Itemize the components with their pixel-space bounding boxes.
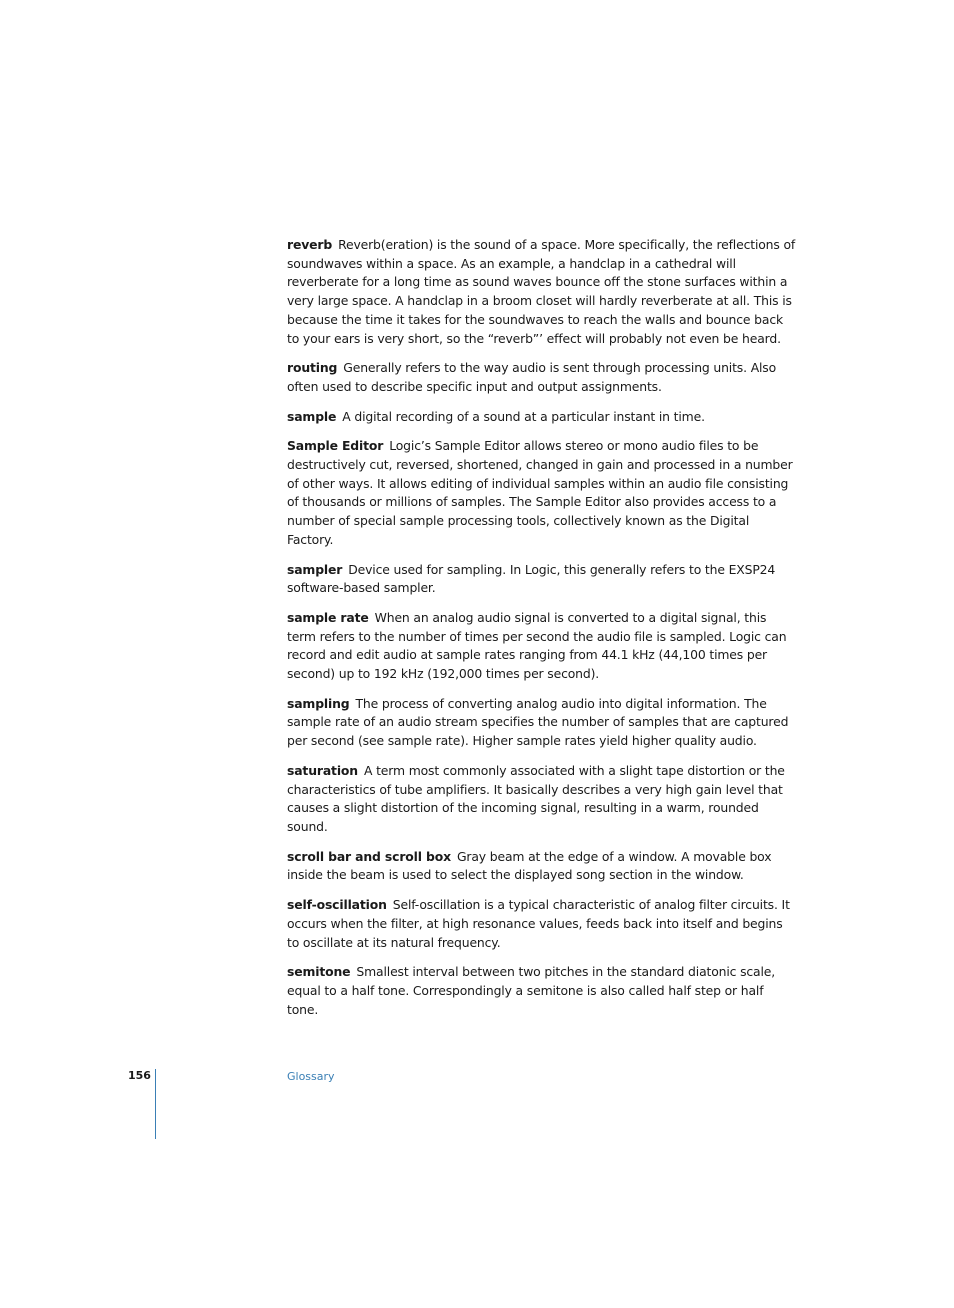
- glossary-term: saturation: [287, 762, 358, 778]
- glossary-term: reverb: [287, 237, 333, 252]
- page-number: 156: [128, 1069, 151, 1082]
- footer-section-label: Glossary: [287, 1070, 335, 1083]
- glossary-definition: Self-oscillation is a typical characteristic of analog filter circuits. It occurs when the filter, at high resonance values, feeds back into itself and begins to oscillate at its natural frequency.: [287, 897, 790, 950]
- glossary-definition: A digital recording of a sound at a particular instant in time.: [342, 408, 705, 424]
- glossary-term: semitone: [287, 964, 351, 980]
- glossary-term: sampling: [287, 695, 350, 711]
- glossary-content: [287, 236, 797, 1030]
- glossary-entry-sampling: [287, 695, 797, 751]
- glossary-term: sample: [287, 408, 337, 424]
- glossary-definition: Generally refers to the way audio is sent through processing units. Also often used to describe specific input and output assignments.: [287, 360, 777, 394]
- glossary-entry-reverb: [287, 236, 797, 348]
- glossary-term: routing: [287, 360, 338, 376]
- glossary-definition: A term most commonly associated with a slight tape distortion or the characteristics of tube amplifiers. It basically describes a very high gain level that causes a slight distortion of the incoming signal, resulting in a warm, rounded sound.: [287, 762, 785, 834]
- glossary-definition: Logic’s Sample Editor allows stereo or mono audio files to be destructively cut, reversed, shortened, changed in gain and processed in a number of other ways. It allows editing of individual samples within an audio file consisting of thousands or millions of samples. The Sample Editor also provides access to a number of special sample processing tools, collectively known as the Digital Factory.: [287, 438, 793, 547]
- glossary-entry-sample-rate: [287, 609, 797, 684]
- glossary-definition: Smallest interval between two pitches in the standard diatonic scale, equal to a half tone. Correspondingly a semitone is also called half step or half tone.: [287, 964, 776, 1017]
- glossary-definition: The process of converting analog audio into digital information. The sample rate of an audio stream specifies the number of samples that are captured per second (see sample rate). Higher sample rates yield higher quality audio.: [287, 695, 789, 749]
- glossary-entry-semitone: [287, 963, 797, 1019]
- glossary-definition: Device used for sampling. In Logic, this generally refers to the EXSP24 software-based sampler.: [287, 561, 776, 596]
- glossary-term: sample rate: [287, 609, 369, 625]
- glossary-entry-saturation: [287, 762, 797, 837]
- glossary-term: Sample Editor: [287, 438, 384, 454]
- glossary-term: scroll bar and scroll box: [287, 848, 451, 864]
- glossary-definition: Gray beam at the edge of a window. A movable box inside the beam is used to select the displayed song section in the window.: [287, 848, 772, 883]
- glossary-definition: Reverb(eration) is the sound of a space. More specifically, the reflections of soundwaves within a space. As an example, a handclap in a cathedral will reverberate for a long time as sound waves bounce off the stone surfaces within a very large space. A handclap in a broom closet will hardly reverberate at all. This is because the time it takes for the soundwaves to reach the walls and bounce back to your ears is very short, so the “reverb”’ effect will probably not even be heard.: [287, 237, 796, 346]
- footer-divider: [155, 1069, 156, 1139]
- glossary-entry-sample: [287, 408, 797, 427]
- glossary-entry-scroll-bar: [287, 848, 797, 885]
- glossary-entry-sampler: [287, 561, 797, 598]
- glossary-term: sampler: [287, 561, 343, 577]
- glossary-entry-routing: [287, 359, 797, 396]
- glossary-definition: When an analog audio signal is converted to a digital signal, this term refers to the number of times per second the audio file is sampled. Logic can record and edit audio at sample rates ranging from 44.1 kHz (44,100 times per second) up to 192 kHz (192,000 times per second).: [287, 609, 787, 682]
- glossary-entry-self-oscillation: [287, 896, 797, 952]
- glossary-term: self-oscillation: [287, 897, 387, 913]
- glossary-entry-sample-editor: [287, 437, 797, 549]
